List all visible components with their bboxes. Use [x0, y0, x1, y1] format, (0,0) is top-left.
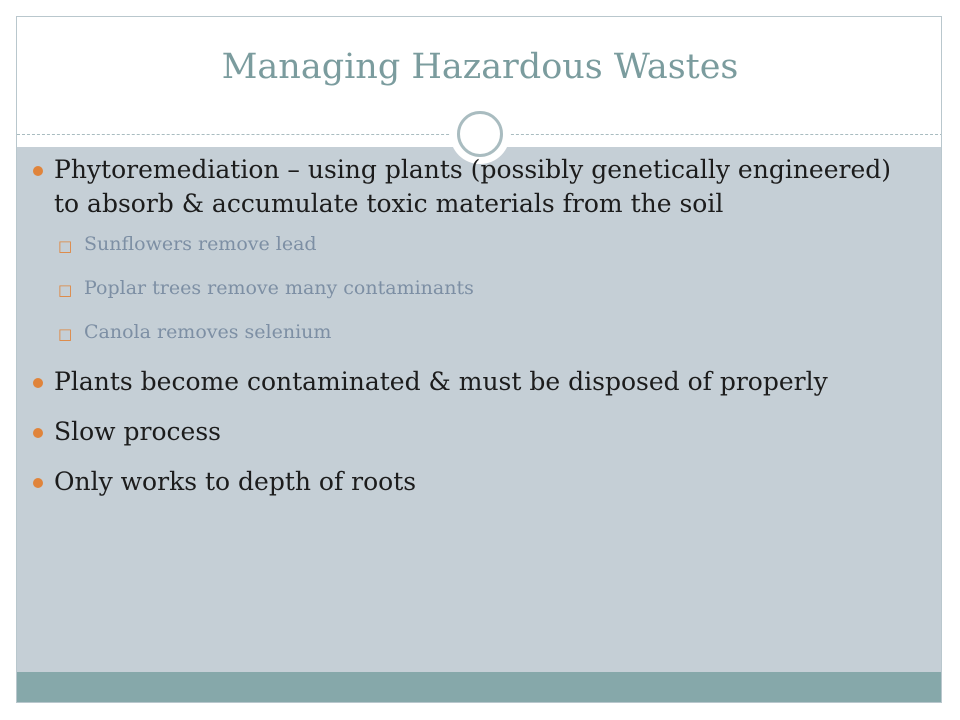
bullet-item — [30, 365, 910, 399]
bullet-item — [30, 153, 910, 343]
bullet-text: Slow process — [54, 417, 221, 446]
footer-band — [17, 672, 942, 703]
hollow-square-icon: □ — [58, 325, 73, 343]
hollow-square-icon: □ — [58, 237, 73, 255]
sub-bullet-text: Canola removes selenium — [84, 321, 332, 343]
sub-bullet-item — [54, 321, 910, 343]
sub-bullet-list — [54, 233, 910, 343]
bullet-dot-icon — [33, 478, 43, 488]
bullet-item — [30, 415, 910, 449]
bullet-dot-icon — [33, 166, 43, 176]
bullet-text: Phytoremediation – using plants (possibly genetically engineered) to absorb & accumulate toxic materials from the soil — [54, 155, 892, 218]
bullet-dot-icon — [33, 378, 43, 388]
bullet-list — [30, 153, 910, 499]
sub-bullet-item — [54, 233, 910, 255]
slide-title: Managing Hazardous Wastes — [221, 47, 739, 87]
bullet-item — [30, 465, 910, 499]
ring-icon — [457, 111, 503, 157]
bullet-dot-icon — [33, 428, 43, 438]
sub-bullet-text: Sunflowers remove lead — [84, 233, 317, 255]
bullet-text: Plants become contaminated & must be disposed of properly — [54, 367, 828, 396]
bullet-text: Only works to depth of roots — [54, 467, 417, 496]
sub-bullet-text: Poplar trees remove many contaminants — [84, 277, 474, 299]
sub-bullet-item — [54, 277, 910, 299]
hollow-square-icon: □ — [58, 281, 73, 299]
